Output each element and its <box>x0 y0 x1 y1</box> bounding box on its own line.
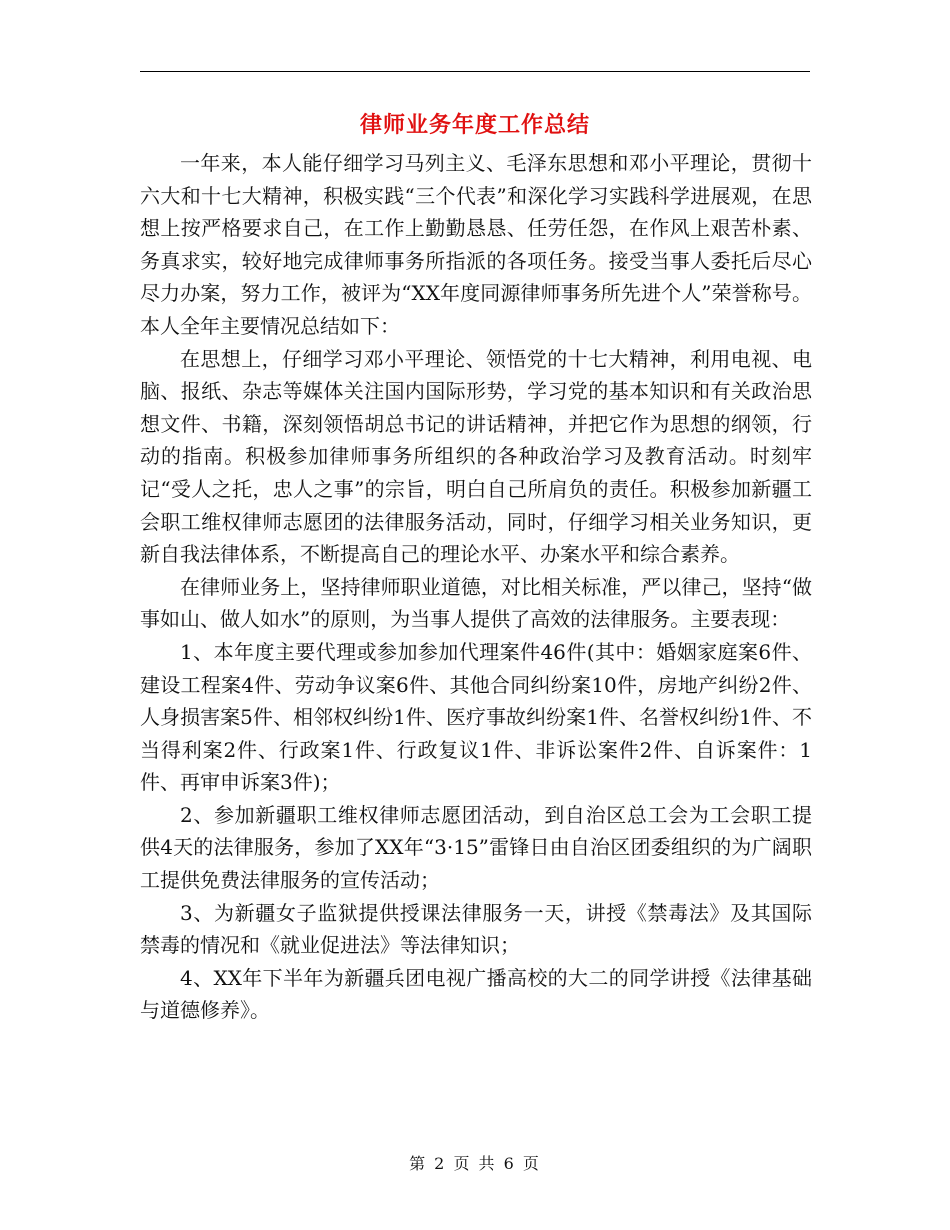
document-body <box>140 147 812 1027</box>
paragraph-intro: 一年来，本人能仔细学习马列主义、毛泽东思想和邓小平理论，贯彻十六大和十七大精神，积极实践“三个代表”和深化学习实践科学进展观，在思想上按严格要求自己，在工作上勤勤恳恳、任劳任怨，在作风上艰苦朴素、务真求实，较好地完成律师事务所指派的各项任务。接受当事人委托后尽心尽力办案，努力工作，被评为“XX年度同源律师事务所先进个人”荣誉称号。本人全年主要情况总结如下： <box>140 151 812 338</box>
header-rule <box>140 71 810 72</box>
page-number: 第 2 页 共 6 页 <box>409 1154 541 1173</box>
paragraph-item-3: 3、为新疆女子监狱提供授课法律服务一天，讲授《禁毒法》及其国际禁毒的情况和《就业促进法》等法律知识； <box>140 900 812 958</box>
paragraph-ideology: 在思想上，仔细学习邓小平理论、领悟党的十七大精神，利用电视、电脑、报纸、杂志等媒体关注国内国际形势，学习党的基本知识和有关政治思想文件、书籍，深刻领悟胡总书记的讲话精神，并把它作为思想的纲领，行动的指南。积极参加律师事务所组织的各种政治学习及教育活动。时刻牢记“受人之托，忠人之事”的宗旨，明白自己所肩负的责任。积极参加新疆工会职工维权律师志愿团的法律服务活动，同时，仔细学习相关业务知识，更新自我法律体系，不断提高自己的理论水平、办案水平和综合素养。 <box>140 346 812 567</box>
paragraph-item-1: 1、本年度主要代理或参加参加代理案件46件(其中：婚姻家庭案6件、建设工程案4件、劳动争议案6件、其他合同纠纷案10件，房地产纠纷2件、人身损害案5件、相邻权纠纷1件、医疗事故纠纷案1件、名誉权纠纷1件、不当得利案2件、行政案1件、行政复议1件、非诉讼案件2件、自诉案件：1件、再审申诉案3件)； <box>140 639 812 795</box>
paragraph-item-4: 4、XX年下半年为新疆兵团电视广播高校的大二的同学讲授《法律基础与道德修养》。 <box>140 965 812 1023</box>
paragraph-practice: 在律师业务上，坚持律师职业道德，对比相关标准，严以律己，坚持“做事如山、做人如水”的原则，为当事人提供了高效的法律服务。主要表现： <box>140 574 812 632</box>
paragraph-item-2: 2、参加新疆职工维权律师志愿团活动，到自治区总工会为工会职工提供4天的法律服务，参加了XX年“3·15”雷锋日由自治区团委组织的为广阔职工提供免费法律服务的宣传活动； <box>140 802 812 893</box>
document-title: 律师业务年度工作总结 <box>359 113 590 138</box>
